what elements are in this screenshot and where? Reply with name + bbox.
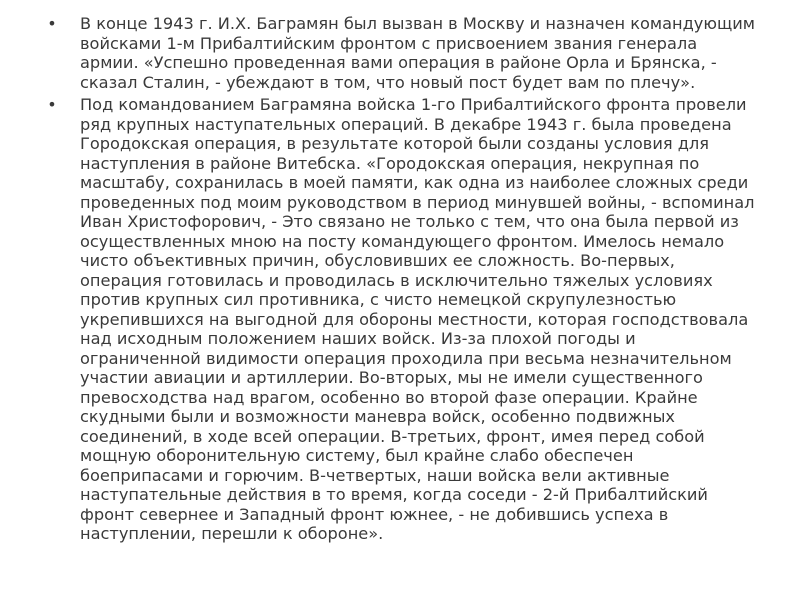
bullet-item-2 [42,95,758,544]
bullet-list [42,14,758,547]
bullet-icon: • [47,14,57,33]
bullet-icon: • [47,95,57,114]
paragraph-text: Под командованием Баграмяна войска 1-го Прибалтийского фронта провели ряд крупных наступательных операций. В декабре 1943 г. была проведена Городокская операция, в результате которой были созданы условия для наступления в районе Витебска. «Городокская операция, некрупная по масштабу, сохранилась в моей памяти, как одна из наиболее сложных среди проведенных под моим руководством в период минувшей войны, - вспоминал Иван Христофорович, - Это связано не только с тем, что она была первой из осуществленных мною на посту командующего фронтом. Имелось немало чисто объективных причин, обусловивших ее сложность. Во-первых, операция готовилась и проводилась в исключительно тяжелых условиях против крупных сил противника, с чисто немецкой скрупулезностью укрепившихся на выгодной для обороны местности, которая господствовала над исходным положением наших войск. Из-за плохой погоды и ограниченной видимости операция проходила при весьма незначительном участии авиации и артиллерии. Во-вторых, мы не имели существенного превосходства над врагом, особенно во второй фазе операции. Крайне скудными были и возможности маневра войск, особенно подвижных соединений, в ходе всей операции. В-третьих, фронт, имея перед собой мощную оборонительную систему, был крайне слабо обеспечен боеприпасами и горючим. В-четвертых, наши войска вели активные наступательные действия в то время, когда соседи - 2-й Прибалтийский фронт севернее и Западный фронт южнее, - не добившись успеха в наступлении, перешли к обороне». [80,95,755,543]
bullet-item-1 [42,14,758,92]
paragraph-text: В конце 1943 г. И.Х. Баграмян был вызван в Москву и назначен командующим войсками 1-м Прибалтийским фронтом с присвоением звания генерала армии. «Успешно проведенная вами операция в районе Орла и Брянска, - сказал Сталин, - убеждают в том, что новый пост будет вам по плечу». [80,14,755,92]
